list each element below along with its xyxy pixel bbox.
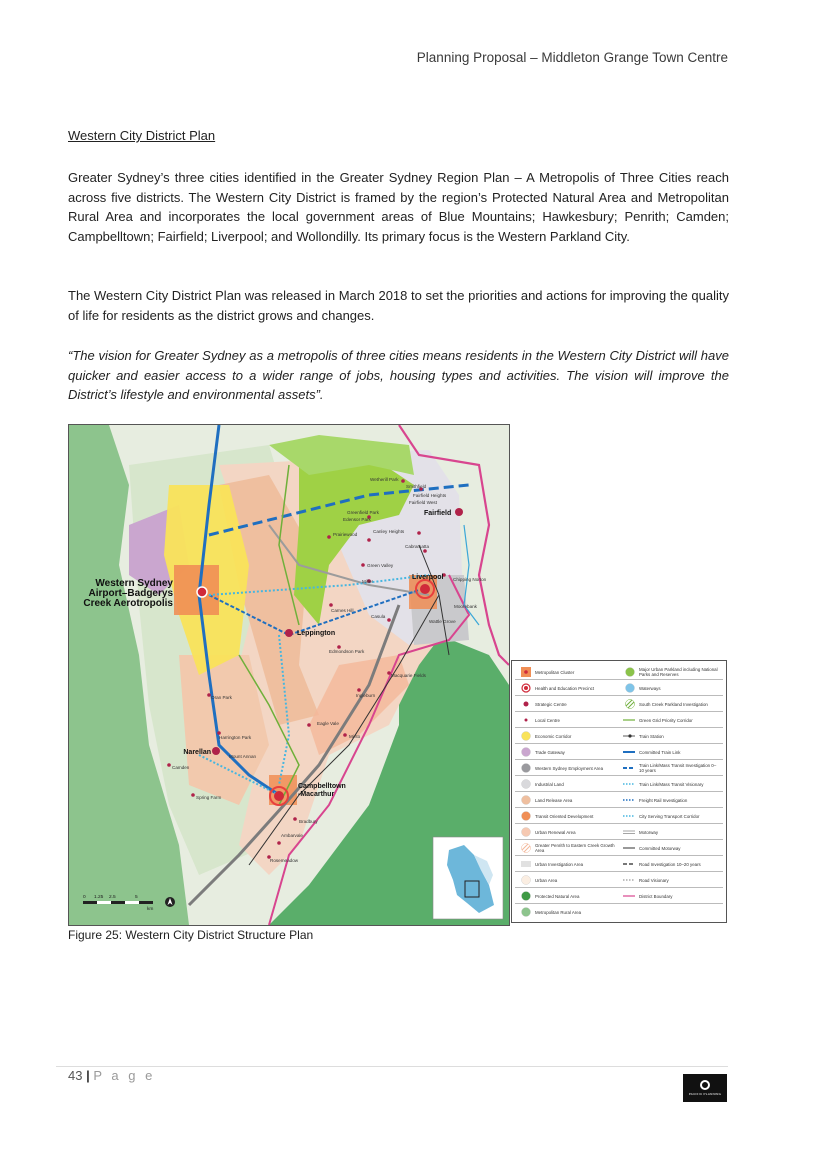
legend-label: Strategic Centre xyxy=(535,701,567,707)
logo-text: PACIFIC PLANNING xyxy=(688,1092,722,1096)
legend-swatch xyxy=(623,875,635,885)
legend-swatch-holder xyxy=(519,874,531,886)
legend-swatch xyxy=(623,827,635,837)
legend-swatch-holder xyxy=(519,698,531,710)
label-narellan: Narellan xyxy=(183,749,211,756)
company-logo xyxy=(683,1074,727,1102)
legend-row-divider xyxy=(515,791,723,792)
legend-item xyxy=(519,904,615,920)
label-casula: Casula xyxy=(371,614,386,619)
label-airport-1: Western Sydney xyxy=(95,578,173,589)
label-airport-3: Creek Aerotropolis xyxy=(83,598,173,609)
legend-swatch xyxy=(519,827,531,837)
legend-swatch xyxy=(623,667,635,677)
legend-swatch-holder xyxy=(519,906,531,918)
label-ingleburn: Ingleburn xyxy=(356,693,376,698)
label-fairfield-west: Fairfield West xyxy=(409,500,437,505)
legend-label: Metropolitan Cluster xyxy=(535,669,575,675)
narellan-centre-marker xyxy=(212,747,220,755)
map-legend xyxy=(511,660,727,923)
legend-swatch-holder xyxy=(519,810,531,822)
legend-item xyxy=(623,760,719,776)
legend-item xyxy=(519,856,615,872)
structure-plan-map xyxy=(68,424,510,926)
legend-swatch xyxy=(623,843,635,853)
legend-label: Freight Rail Investigation xyxy=(639,797,688,803)
legend-swatch-holder xyxy=(623,682,635,694)
legend-label: Train Link/Mass Transit Visionary xyxy=(639,781,704,787)
legend-item xyxy=(623,776,719,792)
legend-swatch xyxy=(623,731,635,741)
legend-row-divider xyxy=(515,711,723,712)
legend-swatch-holder xyxy=(623,714,635,726)
legend-row-divider xyxy=(515,839,723,840)
scale-0: 0 xyxy=(83,895,86,900)
legend-item xyxy=(519,808,615,824)
legend-swatch xyxy=(623,891,635,901)
legend-item xyxy=(623,856,719,872)
legend-item xyxy=(623,808,719,824)
airport-cluster xyxy=(174,565,219,615)
legend-swatch xyxy=(623,699,635,709)
legend-swatch-holder xyxy=(519,826,531,838)
legend-swatch-holder xyxy=(623,778,635,790)
caption-text: : Western City District Structure Plan xyxy=(118,928,314,942)
legend-item xyxy=(623,744,719,760)
legend-item xyxy=(519,744,615,760)
page-header: Planning Proposal – Middleton Grange Town Centre xyxy=(416,50,728,65)
legend-item xyxy=(519,888,615,904)
legend-row-divider xyxy=(515,743,723,744)
legend-label: District Boundary xyxy=(639,893,673,899)
legend-swatch-holder xyxy=(623,826,635,838)
legend-item xyxy=(519,680,615,696)
label-harrington-park: Harrington Park xyxy=(219,735,252,740)
legend-swatch xyxy=(623,747,635,757)
legend-label: Committed Train Link xyxy=(639,749,681,755)
legend-swatch xyxy=(519,747,531,757)
fairfield-centre-marker xyxy=(455,508,463,516)
label-green-valley: Green Valley xyxy=(367,563,394,568)
legend-item xyxy=(519,760,615,776)
legend-row-divider xyxy=(515,727,723,728)
legend-swatch-holder xyxy=(623,890,635,902)
liverpool-centre-marker xyxy=(420,584,430,594)
legend-label: Transit Oriented Development xyxy=(535,813,594,819)
legend-label: Urban Investigation Area xyxy=(535,861,584,867)
legend-item xyxy=(623,696,719,712)
legend-swatch xyxy=(623,763,635,773)
label-oran-park: Oran Park xyxy=(211,695,232,700)
legend-row-divider xyxy=(515,759,723,760)
legend-label: Urban Renewal Area xyxy=(535,829,576,835)
figure-caption xyxy=(68,928,313,942)
page-word: P a g e xyxy=(93,1068,156,1083)
label-smithfield: Smithfield xyxy=(406,484,427,489)
legend-row-divider xyxy=(515,695,723,696)
legend-swatch-holder xyxy=(519,682,531,694)
legend-item xyxy=(623,664,719,680)
legend-swatch-holder xyxy=(519,858,531,870)
label-wetherill-park: Wetherill Park xyxy=(370,477,399,482)
label-ambarvale: Ambarvale xyxy=(281,833,303,838)
legend-row-divider xyxy=(515,775,723,776)
footer-divider xyxy=(56,1066,728,1067)
legend-row-divider xyxy=(515,823,723,824)
legend-swatch-holder xyxy=(623,810,635,822)
legend-swatch xyxy=(519,763,531,773)
label-eagle-vale: Eagle Vale xyxy=(317,721,339,726)
scale-2: 2.5 xyxy=(109,895,116,900)
legend-label: Committed Motorway xyxy=(639,845,681,851)
legend-item xyxy=(519,776,615,792)
legend-swatch xyxy=(519,907,531,917)
legend-swatch-holder xyxy=(519,842,531,854)
legend-item xyxy=(519,712,615,728)
label-campbelltown-1: Campbelltown xyxy=(298,783,346,790)
legend-item xyxy=(623,840,719,856)
legend-swatch xyxy=(623,859,635,869)
legend-item xyxy=(623,712,719,728)
legend-label: Green Grid Priority Corridor xyxy=(639,717,693,723)
legend-swatch xyxy=(519,811,531,821)
legend-swatch-holder xyxy=(623,874,635,886)
legend-item xyxy=(519,840,615,856)
label-prairiewood: Prairiewood xyxy=(333,532,358,537)
legend-label: Metropolitan Rural Area xyxy=(535,909,582,915)
caption-label: Figure 25 xyxy=(68,928,119,942)
scale-3: 5 xyxy=(135,895,138,900)
label-campbelltown-2: -Macarthur xyxy=(298,791,335,798)
paragraph-intro: Greater Sydney’s three cities identified in the Greater Sydney Region Plan – A Metropolis of Three Cities reach across five districts. The Western City District is framed by the region’s Protected Natural Area and Metropolitan Rural Area and incorporates the local government areas of Blue Mountains; Hawkesbury; Penrith; Camden; Campbelltown; Fairfield; Liverpool; and Wollondilly. Its primary focus is the Western Parkland City. xyxy=(68,170,729,244)
legend-swatch-holder xyxy=(519,730,531,742)
legend-item xyxy=(623,824,719,840)
legend-item xyxy=(623,792,719,808)
legend-item xyxy=(519,728,615,744)
legend-label: Greater Penrith to Eastern Creek Growth Area xyxy=(535,843,615,853)
legend-item xyxy=(623,680,719,696)
legend-label: Road Investigation 10–20 years xyxy=(639,861,701,867)
legend-label: Motorway xyxy=(639,829,659,835)
legend-swatch xyxy=(623,683,635,693)
legend-label: Economic Corridor xyxy=(535,733,572,739)
leppington-centre-marker xyxy=(285,629,293,637)
page-number xyxy=(68,1068,155,1083)
page-separator: | xyxy=(86,1068,90,1083)
legend-swatch-holder xyxy=(623,858,635,870)
legend-swatch xyxy=(519,859,531,869)
label-carnes-hill: Carnes Hill xyxy=(331,608,354,613)
label-edensor-park: Edensor Park xyxy=(343,517,371,522)
label-minto: Minto xyxy=(349,734,361,739)
legend-swatch-holder xyxy=(623,746,635,758)
legend-item xyxy=(519,664,615,680)
logo-mark-icon xyxy=(700,1080,710,1090)
legend-swatch xyxy=(519,731,531,741)
legend-label: Trade Gateway xyxy=(535,749,565,755)
label-edmondson-park: Edmondson Park xyxy=(329,649,365,654)
legend-swatch-holder xyxy=(519,714,531,726)
legend-swatch xyxy=(519,683,531,693)
label-fairfield: Fairfield xyxy=(424,510,452,517)
airport-centre-marker xyxy=(197,587,207,597)
legend-swatch-holder xyxy=(519,890,531,902)
legend-item xyxy=(519,872,615,888)
label-canley-heights: Canley Heights xyxy=(373,529,405,534)
inset-locator-map xyxy=(433,837,503,919)
legend-swatch xyxy=(519,875,531,885)
legend-swatch xyxy=(519,779,531,789)
legend-swatch-holder xyxy=(519,794,531,806)
paragraph-vision-quote: “The vision for Greater Sydney as a metropolis of three cities means residents in the Western City District will have quicker and easier access to a wider range of jobs, housing types and activities. The vision will improve the District’s lifestyle and environmental assets”. xyxy=(68,348,729,402)
legend-row-divider xyxy=(515,807,723,808)
label-moorebank: Moorebank xyxy=(454,604,477,609)
legend-label: Land Release Area xyxy=(535,797,573,803)
legend-label: Industrial Land xyxy=(535,781,564,787)
legend-swatch xyxy=(519,795,531,805)
legend-row-divider xyxy=(515,903,723,904)
legend-row-divider xyxy=(515,871,723,872)
legend-item xyxy=(519,792,615,808)
label-spring-farm: Spring Farm xyxy=(196,795,222,800)
label-bradbury: Bradbury xyxy=(299,819,318,824)
legend-swatch xyxy=(519,715,531,725)
legend-label: City Serving Transport Corridor xyxy=(639,813,700,819)
legend-row-divider xyxy=(515,679,723,680)
label-cabramatta: Cabramatta xyxy=(405,544,430,549)
legend-item xyxy=(623,888,719,904)
campbelltown-centre-marker xyxy=(274,791,284,801)
label-rosemeadow: Rosemeadow xyxy=(270,858,299,863)
legend-swatch xyxy=(519,891,531,901)
legend-swatch-holder xyxy=(623,698,635,710)
legend-row-divider xyxy=(515,855,723,856)
legend-label: Health and Education Precinct xyxy=(535,685,595,691)
legend-swatch-holder xyxy=(519,666,531,678)
legend-label: Western Sydney Employment Area xyxy=(535,765,604,771)
label-miller: Miller xyxy=(362,579,373,584)
label-camden: Camden xyxy=(172,765,190,770)
legend-swatch-holder xyxy=(623,666,635,678)
legend-label: Protected Natural Area xyxy=(535,893,580,899)
north-arrow-icon xyxy=(165,897,175,907)
label-greenfield-park: Greenfield Park xyxy=(347,510,379,515)
label-airport-2: Airport–Badgerys xyxy=(88,588,173,599)
legend-label: Road Visionary xyxy=(639,877,669,883)
scale-unit: km xyxy=(147,907,154,912)
legend-swatch xyxy=(623,779,635,789)
legend-swatch-holder xyxy=(623,842,635,854)
label-chipping-norton: Chipping Norton xyxy=(453,577,487,582)
legend-swatch xyxy=(623,811,635,821)
legend-swatch xyxy=(519,843,531,853)
label-leppington: Leppington xyxy=(297,630,336,637)
legend-swatch xyxy=(519,667,531,677)
label-mount-annan: Mount Annan xyxy=(229,754,257,759)
legend-item xyxy=(623,872,719,888)
legend-item xyxy=(623,728,719,744)
legend-swatch xyxy=(519,699,531,709)
legend-label: Local Centre xyxy=(535,717,560,723)
paragraph-release: The Western City District Plan was released in March 2018 to set the priorities and actions for improving the quality of life for residents as the district grows and changes. xyxy=(68,288,729,323)
legend-item xyxy=(519,824,615,840)
legend-swatch-holder xyxy=(623,730,635,742)
label-macquarie-fields: Macquarie Fields xyxy=(391,673,426,678)
legend-label: Train Link/Mass Transit Investigation 0–10 years xyxy=(639,763,717,773)
legend-swatch-holder xyxy=(519,746,531,758)
legend-label: Train Station xyxy=(639,733,664,739)
legend-label: Major Urban Parkland including National Parks and Reserves xyxy=(639,667,718,677)
scale-1: 1.25 xyxy=(94,895,104,900)
section-title: Western City District Plan xyxy=(68,128,216,143)
label-liverpool: Liverpool xyxy=(412,574,444,581)
legend-swatch-holder xyxy=(623,794,635,806)
legend-label: Urban Area xyxy=(535,877,558,883)
legend-row-divider xyxy=(515,887,723,888)
legend-swatch-holder xyxy=(623,762,635,774)
legend-swatch-holder xyxy=(519,778,531,790)
label-wattle-grove: Wattle Grove xyxy=(429,619,456,624)
legend-label: South Creek Parkland Investigation xyxy=(639,701,708,707)
legend-label: Waterways xyxy=(639,685,661,691)
legend-item xyxy=(519,696,615,712)
label-fairfield-heights: Fairfield Heights xyxy=(413,493,447,498)
legend-swatch xyxy=(623,715,635,725)
legend-swatch-holder xyxy=(519,762,531,774)
page-number-value: 43 xyxy=(68,1068,83,1083)
legend-swatch xyxy=(623,795,635,805)
